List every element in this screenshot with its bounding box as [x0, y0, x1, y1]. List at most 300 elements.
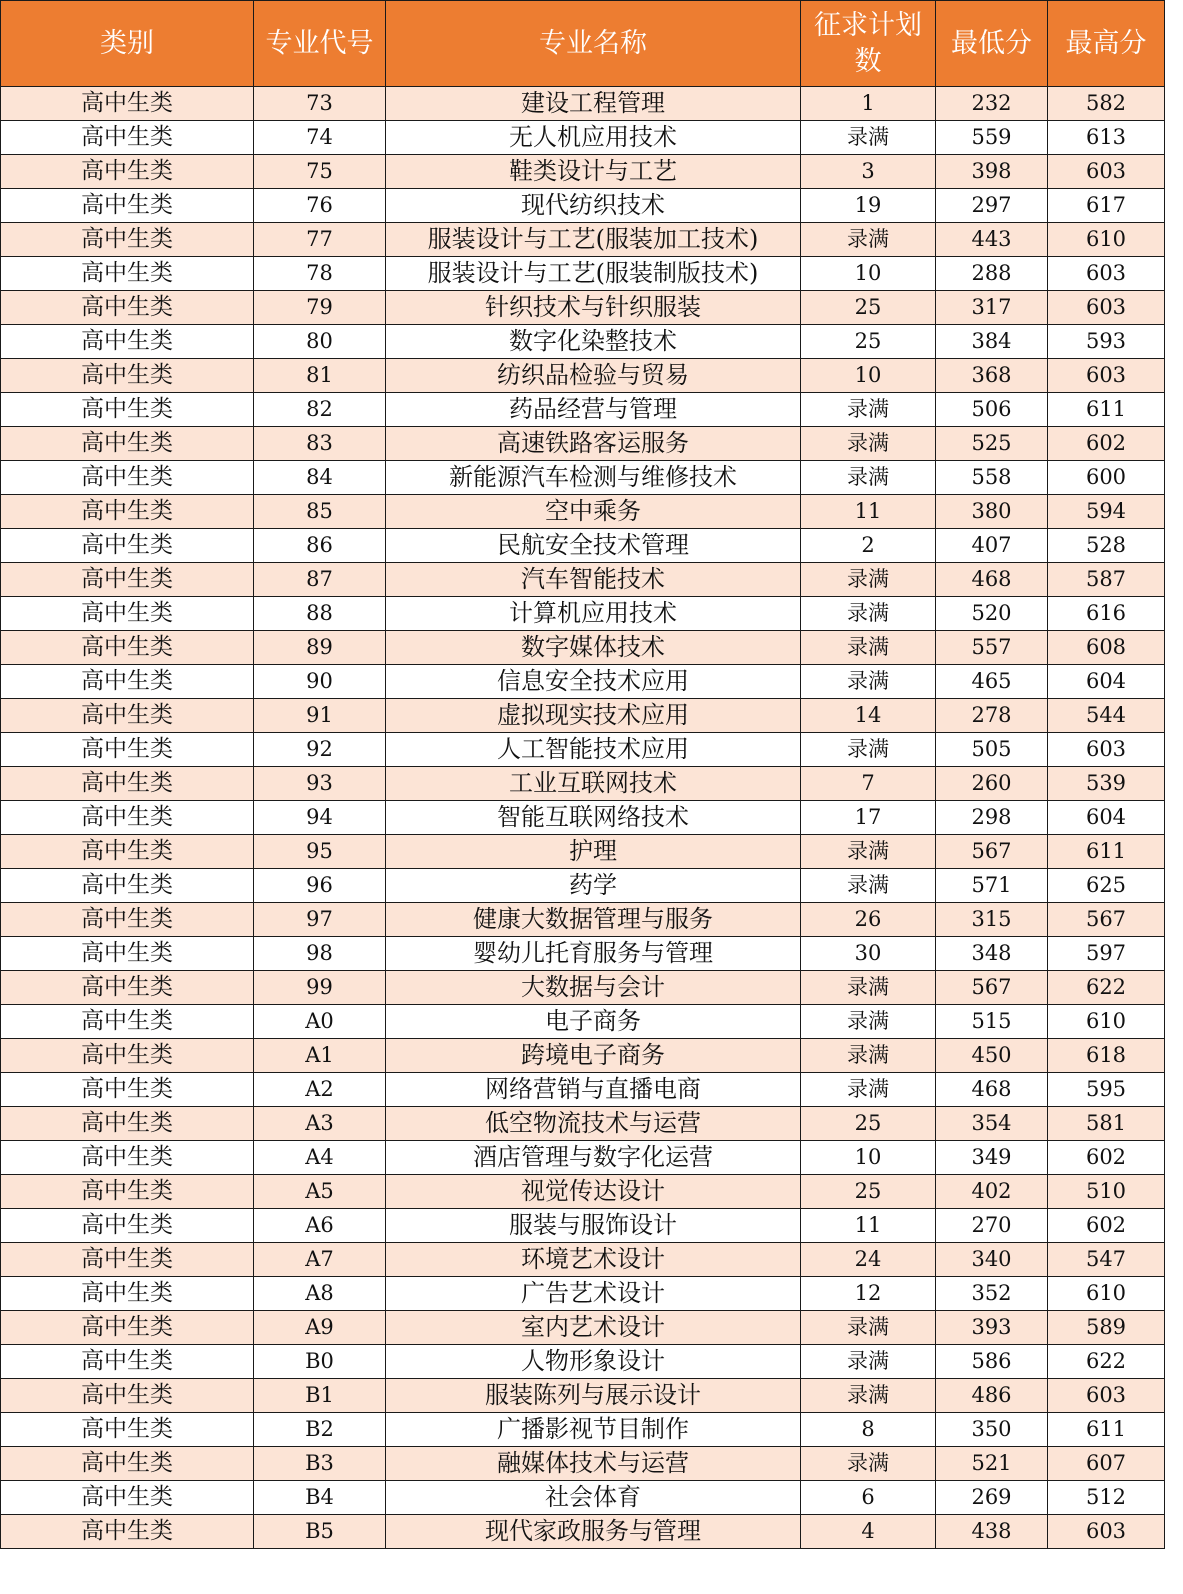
cell-category: 高中生类: [1, 1209, 254, 1243]
cell-plan: 录满: [801, 1039, 936, 1073]
cell-major-name: 酒店管理与数字化运营: [386, 1141, 801, 1175]
cell-plan: 25: [801, 1107, 936, 1141]
cell-category: 高中生类: [1, 1379, 254, 1413]
cell-min-score: 402: [936, 1175, 1048, 1209]
cell-major-name: 民航安全技术管理: [386, 529, 801, 563]
header-min-score: 最低分: [936, 1, 1048, 87]
cell-category: 高中生类: [1, 869, 254, 903]
cell-code: 93: [254, 767, 386, 801]
cell-min-score: 438: [936, 1515, 1048, 1549]
table-row: [1, 1243, 1165, 1277]
cell-min-score: 443: [936, 223, 1048, 257]
cell-max-score: 602: [1048, 427, 1165, 461]
cell-category: 高中生类: [1, 1107, 254, 1141]
cell-max-score: 582: [1048, 87, 1165, 121]
cell-plan: 录满: [801, 869, 936, 903]
cell-plan: 录满: [801, 461, 936, 495]
table-row: [1, 903, 1165, 937]
cell-major-name: 纺织品检验与贸易: [386, 359, 801, 393]
cell-category: 高中生类: [1, 155, 254, 189]
table-row: [1, 699, 1165, 733]
cell-plan: 10: [801, 257, 936, 291]
cell-code: 79: [254, 291, 386, 325]
cell-plan: 1: [801, 87, 936, 121]
cell-max-score: 611: [1048, 393, 1165, 427]
cell-plan: 录满: [801, 1447, 936, 1481]
table-row: [1, 835, 1165, 869]
table-row: [1, 1515, 1165, 1549]
cell-plan: 录满: [801, 631, 936, 665]
cell-code: A5: [254, 1175, 386, 1209]
cell-min-score: 505: [936, 733, 1048, 767]
cell-major-name: 数字化染整技术: [386, 325, 801, 359]
cell-plan: 录满: [801, 1379, 936, 1413]
cell-code: 96: [254, 869, 386, 903]
cell-category: 高中生类: [1, 1039, 254, 1073]
cell-min-score: 348: [936, 937, 1048, 971]
cell-code: 77: [254, 223, 386, 257]
cell-code: 92: [254, 733, 386, 767]
cell-major-name: 无人机应用技术: [386, 121, 801, 155]
cell-code: 90: [254, 665, 386, 699]
cell-max-score: 602: [1048, 1141, 1165, 1175]
cell-major-name: 针织技术与针织服装: [386, 291, 801, 325]
cell-category: 高中生类: [1, 257, 254, 291]
table-row: [1, 869, 1165, 903]
cell-max-score: 603: [1048, 733, 1165, 767]
table-row: [1, 1107, 1165, 1141]
cell-max-score: 589: [1048, 1311, 1165, 1345]
cell-category: 高中生类: [1, 121, 254, 155]
table-row: [1, 427, 1165, 461]
table-row: [1, 1413, 1165, 1447]
table-row: [1, 1447, 1165, 1481]
cell-major-name: 新能源汽车检测与维修技术: [386, 461, 801, 495]
cell-major-name: 计算机应用技术: [386, 597, 801, 631]
table-row: [1, 121, 1165, 155]
cell-min-score: 450: [936, 1039, 1048, 1073]
cell-max-score: 593: [1048, 325, 1165, 359]
cell-code: 81: [254, 359, 386, 393]
cell-code: 88: [254, 597, 386, 631]
cell-major-name: 跨境电子商务: [386, 1039, 801, 1073]
cell-category: 高中生类: [1, 971, 254, 1005]
cell-code: 80: [254, 325, 386, 359]
table-body: [1, 87, 1165, 1549]
cell-code: A7: [254, 1243, 386, 1277]
cell-major-name: 工业互联网技术: [386, 767, 801, 801]
cell-min-score: 278: [936, 699, 1048, 733]
cell-category: 高中生类: [1, 461, 254, 495]
cell-plan: 25: [801, 325, 936, 359]
cell-max-score: 618: [1048, 1039, 1165, 1073]
cell-min-score: 315: [936, 903, 1048, 937]
cell-plan: 录满: [801, 393, 936, 427]
cell-min-score: 317: [936, 291, 1048, 325]
table-row: [1, 1175, 1165, 1209]
cell-code: B3: [254, 1447, 386, 1481]
cell-plan: 录满: [801, 563, 936, 597]
cell-major-name: 空中乘务: [386, 495, 801, 529]
cell-code: 94: [254, 801, 386, 835]
cell-min-score: 232: [936, 87, 1048, 121]
table-row: [1, 393, 1165, 427]
cell-code: 76: [254, 189, 386, 223]
cell-category: 高中生类: [1, 665, 254, 699]
cell-plan: 17: [801, 801, 936, 835]
table-row: [1, 733, 1165, 767]
cell-plan: 10: [801, 1141, 936, 1175]
cell-major-name: 网络营销与直播电商: [386, 1073, 801, 1107]
cell-min-score: 288: [936, 257, 1048, 291]
cell-major-name: 电子商务: [386, 1005, 801, 1039]
table-row: [1, 1209, 1165, 1243]
cell-max-score: 603: [1048, 1379, 1165, 1413]
cell-max-score: 594: [1048, 495, 1165, 529]
cell-max-score: 608: [1048, 631, 1165, 665]
cell-code: 73: [254, 87, 386, 121]
cell-major-name: 现代家政服务与管理: [386, 1515, 801, 1549]
cell-category: 高中生类: [1, 223, 254, 257]
cell-major-name: 智能互联网络技术: [386, 801, 801, 835]
cell-major-name: 视觉传达设计: [386, 1175, 801, 1209]
cell-max-score: 512: [1048, 1481, 1165, 1515]
cell-max-score: 603: [1048, 257, 1165, 291]
cell-plan: 11: [801, 495, 936, 529]
table-row: [1, 937, 1165, 971]
cell-code: A4: [254, 1141, 386, 1175]
cell-plan: 3: [801, 155, 936, 189]
cell-min-score: 486: [936, 1379, 1048, 1413]
cell-min-score: 567: [936, 971, 1048, 1005]
header-code: 专业代号: [254, 1, 386, 87]
cell-plan: 12: [801, 1277, 936, 1311]
cell-code: B2: [254, 1413, 386, 1447]
cell-code: A0: [254, 1005, 386, 1039]
cell-plan: 14: [801, 699, 936, 733]
table-row: [1, 495, 1165, 529]
cell-min-score: 520: [936, 597, 1048, 631]
cell-max-score: 613: [1048, 121, 1165, 155]
cell-category: 高中生类: [1, 1005, 254, 1039]
cell-code: 84: [254, 461, 386, 495]
table-row: [1, 1481, 1165, 1515]
cell-min-score: 468: [936, 1073, 1048, 1107]
cell-max-score: 587: [1048, 563, 1165, 597]
cell-major-name: 低空物流技术与运营: [386, 1107, 801, 1141]
cell-plan: 19: [801, 189, 936, 223]
table-row: [1, 563, 1165, 597]
cell-category: 高中生类: [1, 631, 254, 665]
cell-code: A6: [254, 1209, 386, 1243]
cell-category: 高中生类: [1, 801, 254, 835]
cell-max-score: 544: [1048, 699, 1165, 733]
cell-major-name: 融媒体技术与运营: [386, 1447, 801, 1481]
cell-plan: 8: [801, 1413, 936, 1447]
cell-min-score: 384: [936, 325, 1048, 359]
cell-code: 87: [254, 563, 386, 597]
cell-category: 高中生类: [1, 1345, 254, 1379]
cell-min-score: 407: [936, 529, 1048, 563]
cell-min-score: 398: [936, 155, 1048, 189]
cell-major-name: 现代纺织技术: [386, 189, 801, 223]
cell-category: 高中生类: [1, 1277, 254, 1311]
cell-category: 高中生类: [1, 699, 254, 733]
cell-code: 86: [254, 529, 386, 563]
cell-plan: 11: [801, 1209, 936, 1243]
cell-max-score: 611: [1048, 1413, 1165, 1447]
cell-min-score: 525: [936, 427, 1048, 461]
cell-code: 78: [254, 257, 386, 291]
cell-major-name: 虚拟现实技术应用: [386, 699, 801, 733]
header-max-score: 最高分: [1048, 1, 1165, 87]
table-row: [1, 529, 1165, 563]
cell-max-score: 539: [1048, 767, 1165, 801]
cell-min-score: 571: [936, 869, 1048, 903]
cell-min-score: 393: [936, 1311, 1048, 1345]
cell-plan: 25: [801, 291, 936, 325]
cell-plan: 录满: [801, 733, 936, 767]
cell-max-score: 547: [1048, 1243, 1165, 1277]
cell-min-score: 297: [936, 189, 1048, 223]
cell-code: A3: [254, 1107, 386, 1141]
cell-min-score: 586: [936, 1345, 1048, 1379]
cell-category: 高中生类: [1, 597, 254, 631]
table-row: [1, 1005, 1165, 1039]
cell-code: B1: [254, 1379, 386, 1413]
cell-min-score: 515: [936, 1005, 1048, 1039]
cell-category: 高中生类: [1, 87, 254, 121]
cell-category: 高中生类: [1, 937, 254, 971]
cell-min-score: 340: [936, 1243, 1048, 1277]
cell-major-name: 人物形象设计: [386, 1345, 801, 1379]
cell-code: A1: [254, 1039, 386, 1073]
cell-plan: 6: [801, 1481, 936, 1515]
cell-min-score: 506: [936, 393, 1048, 427]
cell-min-score: 558: [936, 461, 1048, 495]
cell-min-score: 380: [936, 495, 1048, 529]
table-row: [1, 801, 1165, 835]
cell-major-name: 社会体育: [386, 1481, 801, 1515]
cell-major-name: 服装设计与工艺(服装制版技术): [386, 257, 801, 291]
cell-min-score: 557: [936, 631, 1048, 665]
cell-plan: 24: [801, 1243, 936, 1277]
cell-code: A9: [254, 1311, 386, 1345]
cell-max-score: 603: [1048, 1515, 1165, 1549]
cell-max-score: 610: [1048, 223, 1165, 257]
cell-plan: 录满: [801, 597, 936, 631]
header-name: 专业名称: [386, 1, 801, 87]
cell-max-score: 603: [1048, 155, 1165, 189]
cell-max-score: 595: [1048, 1073, 1165, 1107]
cell-max-score: 622: [1048, 1345, 1165, 1379]
cell-plan: 4: [801, 1515, 936, 1549]
cell-max-score: 617: [1048, 189, 1165, 223]
cell-plan: 7: [801, 767, 936, 801]
cell-code: A8: [254, 1277, 386, 1311]
cell-category: 高中生类: [1, 1141, 254, 1175]
cell-max-score: 611: [1048, 835, 1165, 869]
cell-min-score: 349: [936, 1141, 1048, 1175]
cell-max-score: 510: [1048, 1175, 1165, 1209]
cell-code: B0: [254, 1345, 386, 1379]
cell-code: 95: [254, 835, 386, 869]
cell-category: 高中生类: [1, 1413, 254, 1447]
cell-major-name: 健康大数据管理与服务: [386, 903, 801, 937]
cell-code: 89: [254, 631, 386, 665]
cell-plan: 录满: [801, 1073, 936, 1107]
cell-code: 74: [254, 121, 386, 155]
table-row: [1, 597, 1165, 631]
cell-max-score: 603: [1048, 291, 1165, 325]
cell-major-name: 信息安全技术应用: [386, 665, 801, 699]
cell-max-score: 567: [1048, 903, 1165, 937]
header-plan: 征求计划数: [801, 1, 936, 87]
cell-plan: 录满: [801, 1345, 936, 1379]
table-row: [1, 325, 1165, 359]
cell-code: 98: [254, 937, 386, 971]
cell-major-name: 环境艺术设计: [386, 1243, 801, 1277]
cell-code: 82: [254, 393, 386, 427]
cell-max-score: 610: [1048, 1005, 1165, 1039]
cell-plan: 录满: [801, 835, 936, 869]
cell-min-score: 468: [936, 563, 1048, 597]
cell-plan: 25: [801, 1175, 936, 1209]
cell-category: 高中生类: [1, 1175, 254, 1209]
table-header: [1, 1, 1165, 87]
cell-code: 99: [254, 971, 386, 1005]
table-row: [1, 359, 1165, 393]
cell-major-name: 服装陈列与展示设计: [386, 1379, 801, 1413]
cell-max-score: 600: [1048, 461, 1165, 495]
cell-major-name: 药品经营与管理: [386, 393, 801, 427]
cell-max-score: 603: [1048, 359, 1165, 393]
cell-plan: 录满: [801, 1005, 936, 1039]
cell-major-name: 人工智能技术应用: [386, 733, 801, 767]
cell-major-name: 服装与服饰设计: [386, 1209, 801, 1243]
cell-code: 97: [254, 903, 386, 937]
cell-category: 高中生类: [1, 835, 254, 869]
cell-category: 高中生类: [1, 529, 254, 563]
cell-category: 高中生类: [1, 1481, 254, 1515]
cell-category: 高中生类: [1, 733, 254, 767]
table-row: [1, 155, 1165, 189]
cell-min-score: 350: [936, 1413, 1048, 1447]
cell-code: B4: [254, 1481, 386, 1515]
table-row: [1, 87, 1165, 121]
table-row: [1, 291, 1165, 325]
cell-min-score: 521: [936, 1447, 1048, 1481]
cell-code: B5: [254, 1515, 386, 1549]
cell-min-score: 269: [936, 1481, 1048, 1515]
cell-min-score: 270: [936, 1209, 1048, 1243]
cell-max-score: 625: [1048, 869, 1165, 903]
cell-max-score: 528: [1048, 529, 1165, 563]
cell-code: 75: [254, 155, 386, 189]
cell-plan: 录满: [801, 223, 936, 257]
table-row: [1, 971, 1165, 1005]
cell-major-name: 建设工程管理: [386, 87, 801, 121]
cell-category: 高中生类: [1, 1073, 254, 1107]
cell-category: 高中生类: [1, 359, 254, 393]
cell-major-name: 汽车智能技术: [386, 563, 801, 597]
cell-category: 高中生类: [1, 291, 254, 325]
table-row: [1, 461, 1165, 495]
cell-min-score: 260: [936, 767, 1048, 801]
cell-plan: 30: [801, 937, 936, 971]
table-row: [1, 1039, 1165, 1073]
cell-plan: 2: [801, 529, 936, 563]
cell-max-score: 597: [1048, 937, 1165, 971]
cell-category: 高中生类: [1, 1447, 254, 1481]
cell-major-name: 广告艺术设计: [386, 1277, 801, 1311]
cell-min-score: 298: [936, 801, 1048, 835]
header-row: [1, 1, 1165, 87]
cell-category: 高中生类: [1, 495, 254, 529]
cell-max-score: 604: [1048, 665, 1165, 699]
table-row: [1, 1379, 1165, 1413]
cell-max-score: 581: [1048, 1107, 1165, 1141]
cell-plan: 录满: [801, 1311, 936, 1345]
cell-category: 高中生类: [1, 393, 254, 427]
cell-max-score: 616: [1048, 597, 1165, 631]
cell-code: 85: [254, 495, 386, 529]
cell-max-score: 602: [1048, 1209, 1165, 1243]
cell-major-name: 大数据与会计: [386, 971, 801, 1005]
table-row: [1, 223, 1165, 257]
cell-plan: 录满: [801, 121, 936, 155]
cell-major-name: 护理: [386, 835, 801, 869]
table-row: [1, 1073, 1165, 1107]
table-row: [1, 1141, 1165, 1175]
cell-major-name: 数字媒体技术: [386, 631, 801, 665]
cell-code: 91: [254, 699, 386, 733]
cell-min-score: 352: [936, 1277, 1048, 1311]
cell-category: 高中生类: [1, 1243, 254, 1277]
table-row: [1, 665, 1165, 699]
table-row: [1, 1311, 1165, 1345]
cell-plan: 10: [801, 359, 936, 393]
cell-code: A2: [254, 1073, 386, 1107]
cell-major-name: 婴幼儿托育服务与管理: [386, 937, 801, 971]
cell-min-score: 567: [936, 835, 1048, 869]
cell-major-name: 广播影视节目制作: [386, 1413, 801, 1447]
cell-major-name: 鞋类设计与工艺: [386, 155, 801, 189]
cell-category: 高中生类: [1, 189, 254, 223]
cell-category: 高中生类: [1, 903, 254, 937]
cell-category: 高中生类: [1, 325, 254, 359]
cell-max-score: 622: [1048, 971, 1165, 1005]
cell-major-name: 药学: [386, 869, 801, 903]
cell-category: 高中生类: [1, 563, 254, 597]
cell-major-name: 室内艺术设计: [386, 1311, 801, 1345]
table-row: [1, 631, 1165, 665]
cell-min-score: 559: [936, 121, 1048, 155]
cell-max-score: 610: [1048, 1277, 1165, 1311]
cell-max-score: 607: [1048, 1447, 1165, 1481]
cell-category: 高中生类: [1, 1515, 254, 1549]
header-category: 类别: [1, 1, 254, 87]
cell-category: 高中生类: [1, 767, 254, 801]
table-row: [1, 1345, 1165, 1379]
cell-category: 高中生类: [1, 1311, 254, 1345]
cell-plan: 26: [801, 903, 936, 937]
cell-min-score: 465: [936, 665, 1048, 699]
cell-major-name: 高速铁路客运服务: [386, 427, 801, 461]
cell-plan: 录满: [801, 665, 936, 699]
cell-max-score: 604: [1048, 801, 1165, 835]
cell-major-name: 服装设计与工艺(服装加工技术): [386, 223, 801, 257]
